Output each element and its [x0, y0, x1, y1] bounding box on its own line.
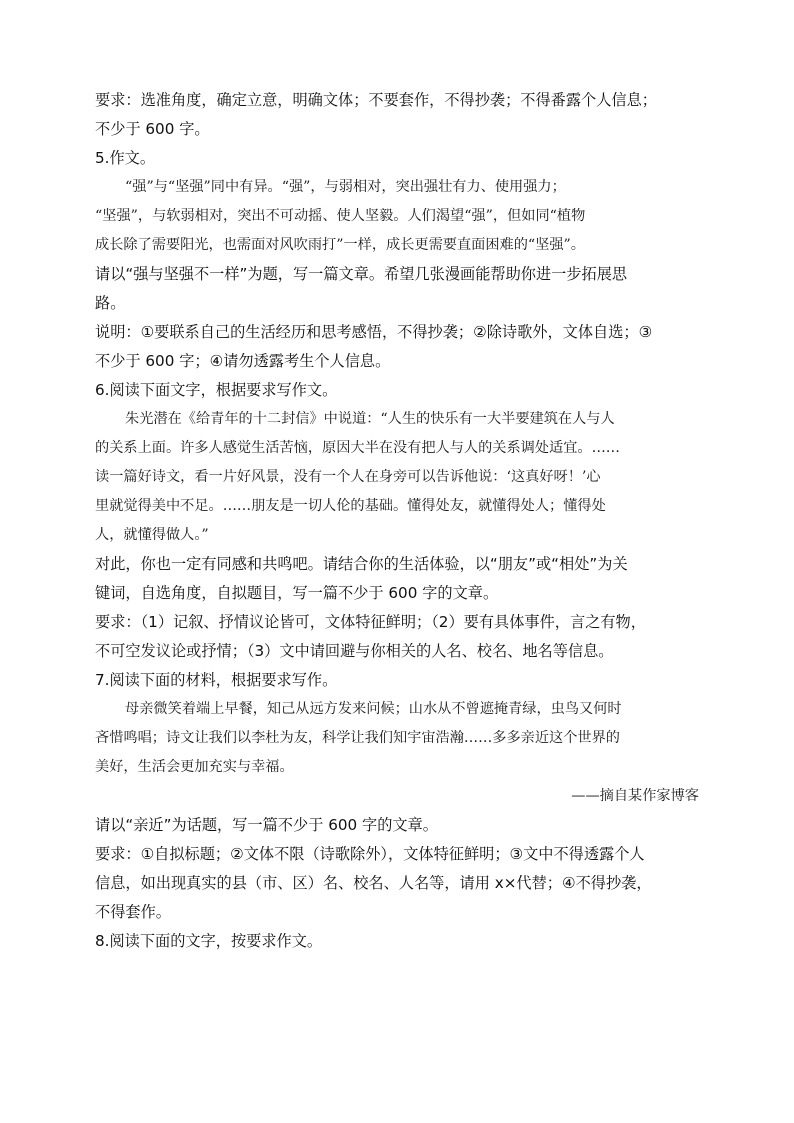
quote-line: 读一篇好诗文，看一片好风景，没有一个人在身旁可以告诉他说：‘这真好呀！’心 — [95, 469, 601, 485]
quote-line: 朱光潜在《给青年的十二封信》中说道：“人生的快乐有一大半要建筑在人与人 — [125, 411, 615, 427]
text-line: 5.作文。 — [95, 149, 156, 167]
prompt-paragraph-7 — [95, 811, 699, 840]
requirements-paragraph-7 — [95, 840, 699, 927]
text-line: 要求：①自拟标题；②文体不限（诗歌除外），文体特征鲜明；③文中不得透露个人 — [95, 845, 645, 863]
text-line: 不少于 600 字；④请勿透露考生个人信息。 — [95, 352, 391, 370]
quote-line: 的关系上面。许多人感觉生活苦恼，原因大半在没有把人与人的关系调处适宜。…… — [95, 440, 620, 456]
quote-source-7 — [95, 782, 699, 811]
source-line: ——摘自某作家博客 — [571, 788, 699, 804]
quote-block-6 — [95, 405, 699, 550]
text-line: 请以“强与坚强不一样”为题，写一篇文章。希望几张漫画能帮助你进一步拓展思 — [95, 265, 628, 283]
paragraph-requirements-4 — [95, 86, 699, 144]
quote-line: “强”与“坚强”同中有异。“强”，与弱相对，突出强壮有力、使用强力； — [125, 179, 566, 195]
text-line: 信息，如出现真实的县（市、区）名、校名、人名等，请用 x×代替；④不得抄袭， — [95, 874, 652, 892]
quote-line: 吝惜鸣唱；诗文让我们以李杜为友，科学让我们知宇宙浩瀚……多多亲近这个世界的 — [95, 730, 620, 746]
prompt-paragraph-6 — [95, 550, 699, 608]
text-line: 6.阅读下面文字，根据要求写作文。 — [95, 381, 338, 399]
text-line: 8.阅读下面的文字，按要求作文。 — [95, 932, 323, 950]
quote-line: 母亲微笑着端上早餐，知己从远方发来问候；山水从不曾遮掩青绿，虫鸟又何时 — [125, 701, 622, 717]
text-line: 要求：（1）记叙、抒情议论皆可，文体特征鲜明；（2）要有具体事件，言之有物， — [95, 613, 646, 631]
quote-block-5 — [95, 173, 699, 260]
question-heading-8 — [95, 927, 699, 956]
quote-line: 里就觉得美中不足。……朋友是一切人伦的基础。懂得处友，就懂得处人；懂得处 — [95, 498, 606, 514]
text-line: 键词，自选角度，自拟题目，写一篇不少于 600 字的文章。 — [95, 584, 499, 602]
text-line: 路。 — [95, 294, 126, 312]
text-line: 不可空发议论或抒情；（3）文中请回避与你相关的人名、校名、地名等信息。 — [95, 642, 614, 660]
text-line: 不少于 600 字。 — [95, 120, 210, 138]
question-heading-7 — [95, 666, 699, 695]
quote-line: 人，就懂得做人。” — [95, 527, 209, 543]
requirements-paragraph-6 — [95, 608, 699, 666]
text-line: 不得套作。 — [95, 903, 171, 921]
quote-line: “坚强”，与软弱相对，突出不可动摇、使人坚毅。人们渴望“强”，但如同“植物 — [95, 208, 586, 224]
prompt-paragraph-5 — [95, 260, 699, 318]
question-heading-5 — [95, 144, 699, 173]
text-line: 要求：选准角度，确定立意，明确文体；不要套作，不得抄袭；不得番露个人信息； — [95, 91, 657, 109]
text-line: 请以“亲近”为话题，写一篇不少于 600 字的文章。 — [95, 816, 438, 834]
note-paragraph-5 — [95, 318, 699, 376]
document-page — [95, 86, 699, 956]
quote-block-7 — [95, 695, 699, 782]
quote-line: 成长除了需要阳光，也需面对风吹雨打”一样，成长更需要直面困难的“坚强”。 — [95, 237, 585, 253]
text-line: 7.阅读下面的材料，根据要求写作。 — [95, 671, 338, 689]
text-line: 对此，你也一定有同感和共鸣吧。请结合你的生活体验，以“朋友”或“相处”为关 — [95, 555, 628, 573]
quote-line: 美好，生活会更加充实与幸福。 — [95, 759, 294, 775]
question-heading-6 — [95, 376, 699, 405]
text-line: 说明：①要联系自己的生活经历和思考感悟，不得抄袭；②除诗歌外，文体自选；③ — [95, 323, 653, 341]
